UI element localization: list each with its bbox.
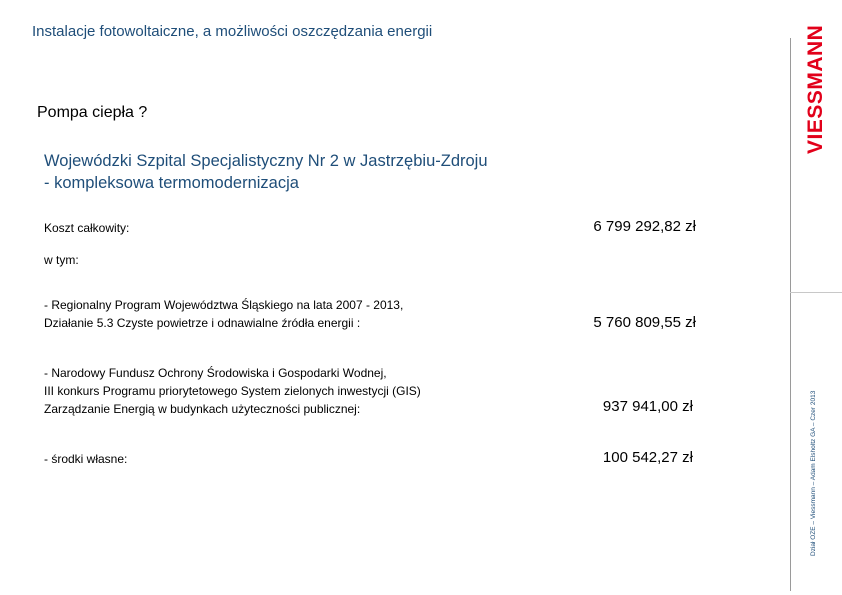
right-panel-divider <box>790 292 842 293</box>
total-cost-label: Koszt całkowity: <box>44 221 130 235</box>
total-cost-amount: 6 799 292,82 zł <box>593 218 696 235</box>
funding-item-own <box>44 450 127 468</box>
funding-item-line: - Narodowy Fundusz Ochrony Środowiska i Gospodarki Wodnej, <box>44 366 387 380</box>
funding-amount-own: 100 542,27 zł <box>602 449 693 466</box>
hospital-name: Wojewódzki Szpital Specjalistyczny Nr 2 w Jastrzębiu-Zdroju <box>44 152 488 170</box>
section-title: Pompa ciepła ? <box>37 104 148 121</box>
funding-item-nfosigw <box>44 364 421 418</box>
vertical-divider <box>790 38 791 591</box>
hospital-heading <box>44 150 488 194</box>
funding-item-line: Działanie 5.3 Czyste powietrze i odnawialne źródła energii : <box>44 316 361 330</box>
hospital-subtitle: - kompleksowa termomodernizacja <box>44 174 299 192</box>
footer-credit: Dział OZE – Viessmann – Adam Elsholtz GA – Czer 2013 <box>810 390 817 556</box>
funding-item-line: - Regionalny Program Województwa Śląskiego na lata 2007 - 2013, <box>44 298 404 312</box>
funding-item-regional <box>44 296 403 332</box>
viessmann-logo-text: VIESSMANN <box>804 24 827 154</box>
funding-item-line: Zarządzanie Energią w budynkach użyteczności publicznej: <box>44 402 361 416</box>
funding-item-line: III konkurs Programu priorytetowego System zielonych inwestycji (GIS) <box>44 384 421 398</box>
funding-amount-regional: 5 760 809,55 zł <box>593 314 696 331</box>
funding-amount-nfosigw: 937 941,00 zł <box>602 398 693 415</box>
breakdown-label: w tym: <box>44 253 79 267</box>
page-header-title: Instalacje fotowoltaiczne, a możliwości oszczędzania energii <box>32 23 433 40</box>
funding-item-line: - środki własne: <box>44 452 128 466</box>
